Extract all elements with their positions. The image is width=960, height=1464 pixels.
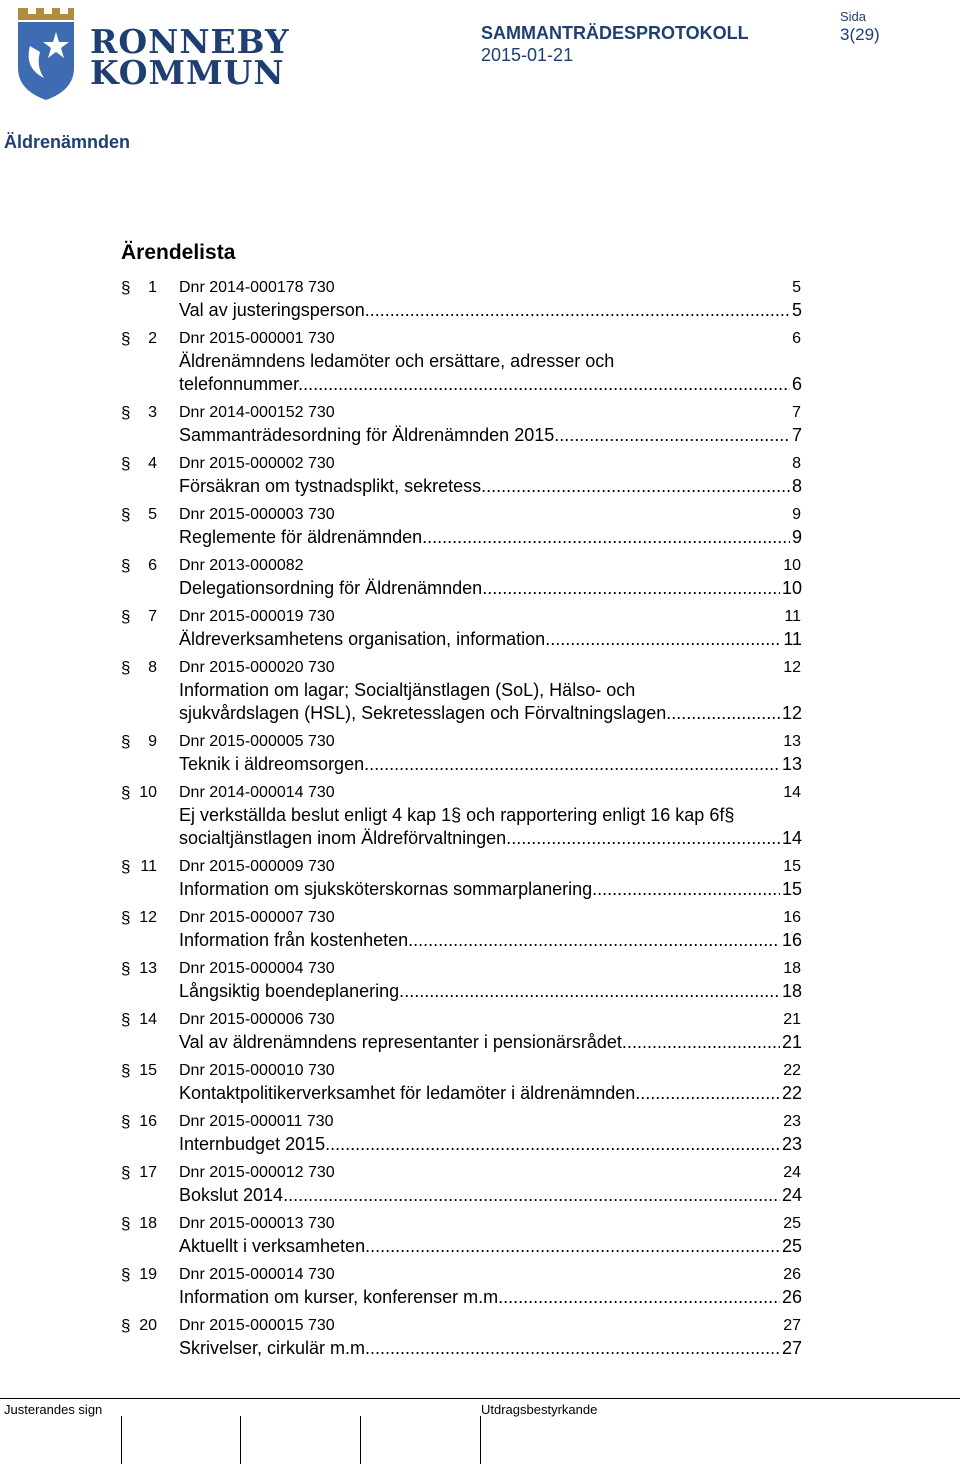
agenda-item-dnr: Dnr 2015-000009 730 <box>179 858 335 875</box>
board-name: Äldrenämnden <box>4 132 131 152</box>
agenda-item-title-line <box>179 878 802 901</box>
agenda-item-page: 21 <box>783 1011 801 1028</box>
paragraph-icon: § <box>121 857 131 876</box>
agenda-item-title: telefonnummer. <box>179 374 304 394</box>
agenda-item-page-ref: 9 <box>791 527 802 547</box>
agenda-item-header <box>121 1110 802 1133</box>
agenda-item-header <box>121 781 802 804</box>
paragraph-icon: § <box>121 732 131 751</box>
agenda-item[interactable] <box>121 1314 802 1360</box>
agenda-item-page: 23 <box>783 1113 801 1130</box>
agenda-item-dnr: Dnr 2015-000013 730 <box>179 1215 335 1232</box>
agenda-item-page: 6 <box>792 330 801 347</box>
agenda-item-header <box>121 906 802 929</box>
agenda-item-page: 13 <box>783 733 801 750</box>
agenda-item[interactable] <box>121 656 802 725</box>
agenda-item-page: 9 <box>792 506 801 523</box>
dot-leader <box>370 299 790 322</box>
agenda-item-title-line <box>179 753 802 776</box>
paragraph-icon: § <box>121 658 131 677</box>
page-number: 3(29) <box>840 25 880 44</box>
agenda-item-title: Ej verkställda beslut enligt 4 kap 1§ och rapportering enligt 16 kap 6f§ <box>179 805 735 825</box>
agenda-item-page-ref: 23 <box>781 1134 802 1154</box>
agenda-item-page-ref: 7 <box>791 425 802 445</box>
agenda-item-header <box>121 1059 802 1082</box>
agenda-item-number: 13 <box>139 960 157 977</box>
logo-word-kommun: KOMMUN <box>90 53 285 92</box>
agenda-item-page: 22 <box>783 1062 801 1079</box>
agenda-item-number: 6 <box>148 557 157 574</box>
signature-label: Justerandes sign <box>4 1402 103 1417</box>
signature-box-divider <box>360 1416 361 1464</box>
agenda-item-dnr: Dnr 2014-000014 730 <box>179 784 335 801</box>
paragraph-icon: § <box>121 278 131 297</box>
agenda-item[interactable] <box>121 730 802 776</box>
agenda-item-title: Information om lagar; Socialtjänstlagen (SoL), Hälso- och <box>179 680 636 700</box>
agenda-item-title: Information om sjuksköterskornas sommarplanering. <box>179 879 598 899</box>
agenda-item-title: Kontaktpolitikerverksamhet för ledamöter i äldrenämnden. <box>179 1083 641 1103</box>
agenda-item-number: 14 <box>139 1011 157 1028</box>
agenda-item-number: 1 <box>148 279 157 296</box>
agenda-item-title: Långsiktig boendeplanering. <box>179 981 405 1001</box>
agenda-item-page: 5 <box>792 279 801 296</box>
agenda-item[interactable] <box>121 1263 802 1309</box>
agenda-item-page: 16 <box>783 909 801 926</box>
agenda-item[interactable] <box>121 1212 802 1258</box>
agenda-item[interactable] <box>121 781 802 850</box>
dot-leader <box>370 1235 780 1258</box>
agenda-item-title-line <box>179 577 802 600</box>
agenda-item-page: 11 <box>784 608 801 625</box>
agenda-item-number: 2 <box>148 330 157 347</box>
agenda-item-number: 7 <box>148 608 157 625</box>
agenda-item-page-ref: 14 <box>781 828 802 848</box>
agenda-item-dnr: Dnr 2015-000014 730 <box>179 1266 335 1283</box>
agenda-item-title: Reglemente för äldrenämnden. <box>179 527 428 547</box>
agenda-item-title-line <box>179 526 802 549</box>
paragraph-icon: § <box>121 1265 131 1284</box>
agenda-item-page-ref: 13 <box>781 754 802 774</box>
paragraph-icon: § <box>121 403 131 422</box>
agenda-item-title: Information om kurser, konferenser m.m. <box>179 1287 504 1307</box>
agenda-item-title-line <box>179 980 802 1003</box>
agenda-item-dnr: Dnr 2015-000011 730 <box>179 1113 334 1130</box>
agenda-item[interactable] <box>121 554 802 600</box>
logo-wordmark <box>90 22 290 92</box>
agenda-item[interactable] <box>121 1161 802 1207</box>
dot-leader <box>671 702 780 725</box>
agenda-item-page-ref: 10 <box>781 578 802 598</box>
paragraph-icon: § <box>121 908 131 927</box>
paragraph-icon: § <box>121 1214 131 1233</box>
agenda-item-title-line <box>179 1337 802 1360</box>
agenda-item[interactable] <box>121 1008 802 1054</box>
agenda-item-dnr: Dnr 2015-000002 730 <box>179 455 335 472</box>
dot-leader <box>550 628 781 651</box>
agenda-item-title: Information från kostenheten. <box>179 930 414 950</box>
dot-leader <box>559 424 790 447</box>
agenda-item-page-ref: 11 <box>783 629 802 649</box>
agenda-item-header <box>121 1161 802 1184</box>
dot-leader <box>503 1286 780 1309</box>
agenda-item-number: 18 <box>139 1215 157 1232</box>
agenda-item-title-line <box>179 929 802 952</box>
agenda-item-dnr: Dnr 2014-000178 730 <box>179 279 335 296</box>
dot-leader <box>487 577 780 600</box>
agenda-item-title-line <box>179 1133 802 1156</box>
agenda-item-dnr: Dnr 2015-000019 730 <box>179 608 335 625</box>
dot-leader <box>627 1031 780 1054</box>
paragraph-icon: § <box>121 1163 131 1182</box>
dot-leader <box>486 475 790 498</box>
agenda-item-page-ref: 15 <box>781 879 802 899</box>
dot-leader <box>404 980 780 1003</box>
agenda-item-page: 25 <box>783 1215 801 1232</box>
agenda-item-title-line <box>179 804 802 827</box>
agenda-item-header <box>121 503 802 526</box>
agenda-item-title: Äldrenämndens ledamöter och ersättare, adresser och <box>179 351 615 371</box>
agenda-item-header <box>121 452 802 475</box>
agenda-item-title: sjukvårdslagen (HSL), Sekretesslagen och Förvaltningslagen. <box>179 703 672 723</box>
agenda-item-page: 12 <box>783 659 801 676</box>
agenda-item-number: 10 <box>139 784 157 801</box>
paragraph-icon: § <box>121 783 131 802</box>
logo-word-ronneby: RONNEBY <box>90 22 290 61</box>
paragraph-icon: § <box>121 505 131 524</box>
agenda-item-page-ref: 22 <box>781 1083 802 1103</box>
agenda-item-header <box>121 401 802 424</box>
agenda-item-page-ref: 25 <box>781 1236 802 1256</box>
agenda-item-title-line <box>179 1235 802 1258</box>
paragraph-icon: § <box>121 1112 131 1131</box>
agenda-item-dnr: Dnr 2013-000082 <box>179 557 304 574</box>
dot-leader <box>330 1133 780 1156</box>
agenda-item[interactable] <box>121 276 802 322</box>
agenda-item-page-ref: 26 <box>781 1287 802 1307</box>
agenda-item-page-ref: 24 <box>781 1185 802 1205</box>
agenda-item-header <box>121 656 802 679</box>
agenda-item-title-line <box>179 1184 802 1207</box>
agenda-item-title: Aktuellt i verksamheten. <box>179 1236 371 1256</box>
coat-of-arms-icon <box>14 6 78 102</box>
agenda-item-title-line <box>179 1286 802 1309</box>
certification-label: Utdragsbestyrkande <box>481 1402 598 1417</box>
agenda-item-page: 14 <box>783 784 801 801</box>
agenda-item-header <box>121 1314 802 1337</box>
agenda-item-number: 15 <box>139 1062 157 1079</box>
agenda-item-header <box>121 1212 802 1235</box>
agenda-item-number: 16 <box>139 1113 157 1130</box>
agenda-item-page: 15 <box>783 858 801 875</box>
paragraph-icon: § <box>121 1061 131 1080</box>
agenda-item-title: Delegationsordning för Äldrenämnden. <box>179 578 488 598</box>
agenda-item-title-line <box>179 475 802 498</box>
agenda-item-title: Sammanträdesordning för Äldrenämnden 2015. <box>179 425 560 445</box>
dot-leader <box>303 373 790 396</box>
agenda-item-page: 27 <box>783 1317 801 1334</box>
agenda-item[interactable] <box>121 957 802 1003</box>
agenda-list <box>121 276 802 1365</box>
agenda-item-dnr: Dnr 2015-000007 730 <box>179 909 335 926</box>
agenda-item-page-ref: 8 <box>791 476 802 496</box>
agenda-item-number: 12 <box>139 909 157 926</box>
paragraph-icon: § <box>121 1316 131 1335</box>
paragraph-icon: § <box>121 329 131 348</box>
agenda-item[interactable] <box>121 1059 802 1105</box>
agenda-item-number: 17 <box>139 1164 157 1181</box>
agenda-item-title-line <box>179 702 802 725</box>
agenda-item-page: 24 <box>783 1164 801 1181</box>
agenda-item[interactable] <box>121 1110 802 1156</box>
agenda-item-title-line <box>179 1082 802 1105</box>
dot-leader <box>427 526 790 549</box>
agenda-item-number: 9 <box>148 733 157 750</box>
paragraph-icon: § <box>121 1010 131 1029</box>
agenda-item[interactable] <box>121 503 802 549</box>
agenda-item-header <box>121 276 802 299</box>
agenda-item-page-ref: 12 <box>781 703 802 723</box>
agenda-item-number: 19 <box>139 1266 157 1283</box>
agenda-item-page-ref: 16 <box>781 930 802 950</box>
document-title: SAMMANTRÄDESPROTOKOLL <box>481 23 749 43</box>
agenda-item-dnr: Dnr 2015-000001 730 <box>179 330 335 347</box>
agenda-item-title-line <box>179 299 802 322</box>
agenda-item-title-line <box>179 827 802 850</box>
dot-leader <box>370 1337 780 1360</box>
paragraph-icon: § <box>121 556 131 575</box>
agenda-item-dnr: Dnr 2015-000015 730 <box>179 1317 335 1334</box>
agenda-item-page: 18 <box>783 960 801 977</box>
agenda-item-dnr: Dnr 2015-000010 730 <box>179 1062 335 1079</box>
agenda-item-page-ref: 27 <box>781 1338 802 1358</box>
agenda-item-page: 10 <box>783 557 801 574</box>
meeting-date: 2015-01-21 <box>481 45 574 65</box>
dot-leader <box>640 1082 780 1105</box>
agenda-item-header <box>121 855 802 878</box>
agenda-item-dnr: Dnr 2015-000005 730 <box>179 733 335 750</box>
agenda-item-header <box>121 605 802 628</box>
dot-leader <box>288 1184 780 1207</box>
agenda-item-dnr: Dnr 2014-000152 730 <box>179 404 335 421</box>
agenda-item[interactable] <box>121 401 802 447</box>
agenda-item[interactable] <box>121 605 802 651</box>
agenda-item-page-ref: 21 <box>781 1032 802 1052</box>
agenda-item-title: Bokslut 2014. <box>179 1185 289 1205</box>
agenda-item-page-ref: 5 <box>791 300 802 320</box>
agenda-item-dnr: Dnr 2015-000006 730 <box>179 1011 335 1028</box>
agenda-item-title-line <box>179 424 802 447</box>
agenda-item-page: 7 <box>792 404 801 421</box>
agenda-item-dnr: Dnr 2015-000020 730 <box>179 659 335 676</box>
agenda-item-number: 11 <box>140 858 157 875</box>
page-footer <box>0 1398 960 1464</box>
dot-leader <box>511 827 780 850</box>
dot-leader <box>413 929 780 952</box>
agenda-item-title-line <box>179 1031 802 1054</box>
dot-leader <box>369 753 780 776</box>
signature-box-divider <box>121 1416 122 1464</box>
agenda-item[interactable] <box>121 327 802 396</box>
agenda-item-number: 3 <box>148 404 157 421</box>
agenda-item-page: 26 <box>783 1266 801 1283</box>
signature-box-divider <box>480 1416 481 1464</box>
agenda-item-title: Internbudget 2015. <box>179 1134 331 1154</box>
agenda-item-number: 5 <box>148 506 157 523</box>
agenda-item-title: Val av justeringsperson. <box>179 300 370 320</box>
agenda-item-title: Äldreverksamhetens organisation, information. <box>179 629 551 649</box>
paragraph-icon: § <box>121 959 131 978</box>
agenda-item-header <box>121 1008 802 1031</box>
agenda-item-title: Skrivelser, cirkulär m.m. <box>179 1338 371 1358</box>
agenda-item-title: Försäkran om tystnadsplikt, sekretess. <box>179 476 487 496</box>
agenda-title: Ärendelista <box>121 241 236 264</box>
agenda-item-page-ref: 6 <box>791 374 802 394</box>
agenda-item-number: 20 <box>139 1317 157 1334</box>
page-label: Sida <box>840 9 867 24</box>
dot-leader <box>597 878 780 901</box>
agenda-item-title: socialtjänstlagen inom Äldreförvaltningen. <box>179 828 512 848</box>
signature-box-divider <box>240 1416 241 1464</box>
agenda-item[interactable] <box>121 906 802 952</box>
agenda-item-dnr: Dnr 2015-000004 730 <box>179 960 335 977</box>
agenda-item-title-line <box>179 628 802 651</box>
agenda-item-dnr: Dnr 2015-000003 730 <box>179 506 335 523</box>
paragraph-icon: § <box>121 454 131 473</box>
agenda-item[interactable] <box>121 855 802 901</box>
agenda-item-title-line <box>179 373 802 396</box>
agenda-item-page: 8 <box>792 455 801 472</box>
agenda-item-title: Val av äldrenämndens representanter i pensionärsrådet. <box>179 1032 627 1052</box>
agenda-item[interactable] <box>121 452 802 498</box>
agenda-item-number: 8 <box>148 659 157 676</box>
agenda-item-header <box>121 327 802 350</box>
agenda-item-header <box>121 730 802 753</box>
agenda-item-dnr: Dnr 2015-000012 730 <box>179 1164 335 1181</box>
agenda-item-header <box>121 957 802 980</box>
agenda-item-header <box>121 554 802 577</box>
agenda-item-title: Teknik i äldreomsorgen. <box>179 754 370 774</box>
ronneby-kommun-logo <box>14 6 290 102</box>
agenda-item-title-line <box>179 350 802 373</box>
agenda-item-number: 4 <box>148 455 157 472</box>
paragraph-icon: § <box>121 607 131 626</box>
agenda-item-header <box>121 1263 802 1286</box>
agenda-item-page-ref: 18 <box>781 981 802 1001</box>
agenda-item-title-line <box>179 679 802 702</box>
